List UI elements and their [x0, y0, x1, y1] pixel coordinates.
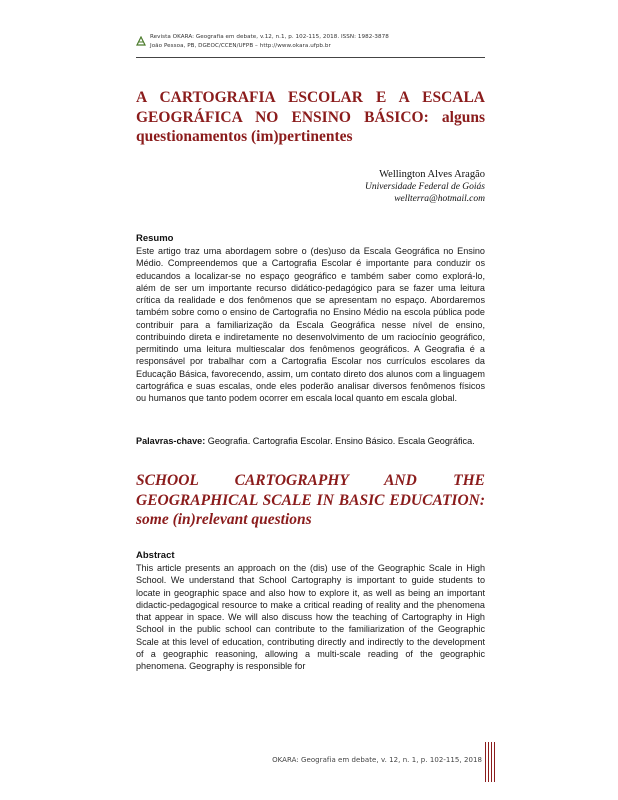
keywords-text: Geografia. Cartografia Escolar. Ensino Básico. Escala Geográfica.: [205, 436, 475, 446]
header-divider: [136, 57, 485, 58]
journal-line-2: João Pessoa, PB, DGEOC/CCEN/UFPB – http://www.okara.ufpb.br: [150, 43, 331, 49]
resumo-heading: Resumo: [136, 233, 174, 244]
article-title-pt: A CARTOGRAFIA ESCOLAR E A ESCALA GEOGRÁFICA NO ENSINO BÁSICO: alguns questionamentos (im)pertinentes: [136, 89, 485, 145]
resumo-text: Este artigo traz uma abordagem sobre o (des)uso da Escala Geográfica no Ensino Médio. Compreendemos que a Cartografia Escolar é importante para conduzir os educandos a localizar-se no espaço geográfico e também saber como explorá-lo, além de ser um importante recurso didático-pedagógico para se fazer uma leitura crítica da realidade e dos fenômenos que se apresentam no espaço. Abordaremos também sobre como o ensino de Cartografia no Ensino Médio na escola pública pode contribuir para a familiarização da Escala Geográfica nesse nível de ensino, contribuindo direta e indiretamente no desenvolvimento de um raciocínio geográfico, permitindo uma leitura multiescalar dos fenômenos geográficos. A Geografia é a responsável por trabalhar com a Cartografia Escolar nos currículos escolares da Educação Básica, favorecendo, assim, um contato direto dos alunos com a linguagem cartográfica e suas escalas, onde eles poderão analisar diversos fenômenos físicos ou humanos que tanto podem ocorrer em escala local quanto em escala global.: [136, 246, 485, 403]
author-block: [365, 169, 485, 205]
journal-logo-icon: [136, 36, 146, 46]
footer-ornament: [485, 742, 497, 782]
journal-header: [150, 33, 389, 51]
author-name: Wellington Alves Aragão: [379, 169, 485, 180]
author-email: wellterra@hotmail.com: [394, 194, 485, 204]
abstract-text: This article presents an approach on the (dis) use of the Geographic Scale in High School. We understand that School Cartography is important to guide students to locate in geographic space and also how to explore it, as well as being an important didactic-pedagogical resource to make a critical reading of reality and the phenomena that appear in space. We will also discuss how the teaching of Cartography in High School in the public school can contribute to the familiarization of the Geographic Scale at this level of education, contributing directly and indirectly to the development of a geographic reasoning, allowing a multi-scale reading of the geographic phenomena. Geography is responsible for: [136, 563, 485, 671]
keywords: [136, 435, 485, 447]
keywords-label: Palavras-chave:: [136, 436, 206, 446]
journal-line-1: Revista OKARA: Geografia em debate, v.12, n.1, p. 102-115, 2018. ISSN: 1982-3878: [150, 34, 389, 40]
author-institution: Universidade Federal de Goiás: [364, 182, 485, 192]
article-title-en: SCHOOL CARTOGRAPHY AND THE GEOGRAPHICAL SCALE IN BASIC EDUCATION: some (in)relevant questions: [136, 472, 485, 528]
abstract-heading: Abstract: [136, 550, 175, 561]
footer-citation: OKARA: Geografia em debate, v. 12, n. 1, p. 102-115, 2018: [272, 756, 482, 764]
